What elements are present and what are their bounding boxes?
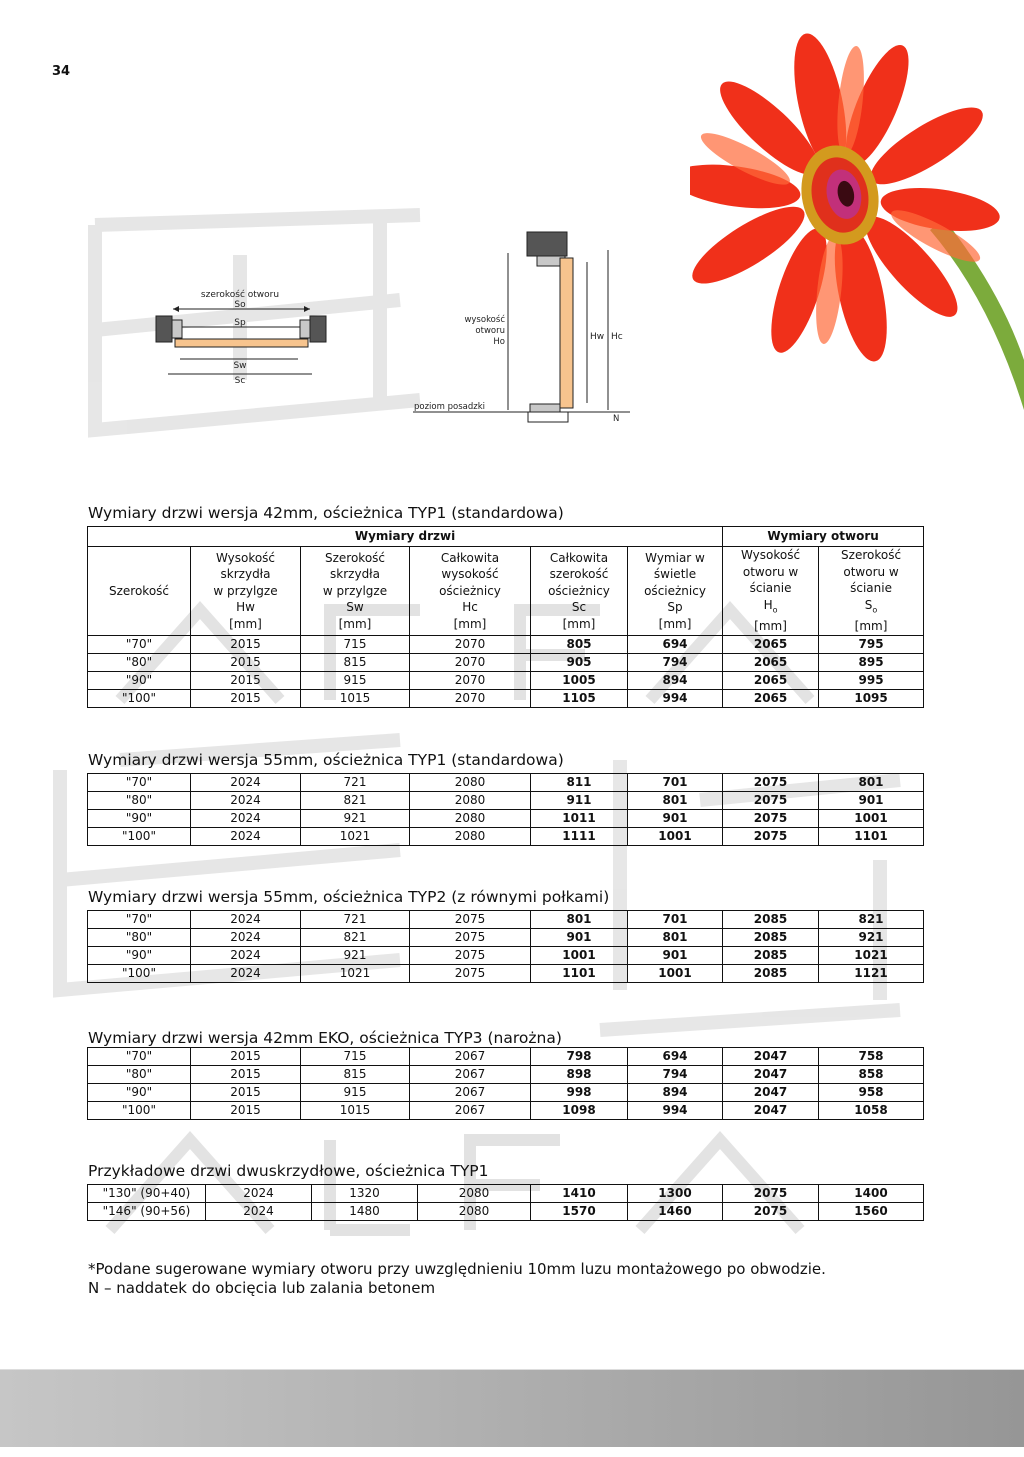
label-height-1: wysokość <box>464 315 505 325</box>
table-row <box>88 828 924 846</box>
table-row <box>88 965 924 983</box>
value-cell: 1058 <box>819 1102 924 1120</box>
section-title-55mm-typ2: Wymiary drzwi wersja 55mm, ościeżnica TYP2 (z równymi połkami) <box>88 888 610 906</box>
value-cell: 901 <box>628 947 723 965</box>
value-cell: 2070 <box>410 671 531 689</box>
size-cell: "100" <box>88 1102 191 1120</box>
value-cell: 821 <box>301 792 410 810</box>
column-header-hc: Całkowita wysokość ościeżnicy Hc [mm] <box>410 547 531 636</box>
gerbera-flower-image <box>690 30 1024 410</box>
table-row <box>88 1084 924 1102</box>
value-cell: 2047 <box>723 1066 819 1084</box>
value-cell: 2024 <box>206 1203 312 1221</box>
value-cell: 794 <box>628 653 723 671</box>
value-cell: 1095 <box>819 689 924 707</box>
value-cell: 901 <box>628 810 723 828</box>
value-cell: 1105 <box>531 689 628 707</box>
value-cell: 1011 <box>531 810 628 828</box>
value-cell: 2070 <box>410 653 531 671</box>
table-row <box>88 792 924 810</box>
value-cell: 2015 <box>191 635 301 653</box>
value-cell: 894 <box>628 1084 723 1102</box>
value-cell: 2075 <box>410 929 531 947</box>
label-hw: Hw <box>590 332 605 342</box>
value-cell: 721 <box>301 911 410 929</box>
value-cell: 2024 <box>191 911 301 929</box>
value-cell: 911 <box>531 792 628 810</box>
table-row <box>88 635 924 653</box>
value-cell: 1300 <box>628 1185 723 1203</box>
value-cell: 994 <box>628 1102 723 1120</box>
value-cell: 2080 <box>418 1185 531 1203</box>
label-opening-width: szerokość otworu <box>200 290 280 300</box>
value-cell: 2024 <box>191 947 301 965</box>
dimensions-table-double-doors <box>87 1184 924 1221</box>
table-row <box>88 1066 924 1084</box>
size-cell: "70" <box>88 1048 191 1066</box>
value-cell: 795 <box>819 635 924 653</box>
value-cell: 2067 <box>410 1102 531 1120</box>
column-header-sp: Wymiar w świetle ościeżnicy Sp [mm] <box>628 547 723 636</box>
footnote-n-allowance: N – naddatek do obcięcia lub zalania betonem <box>88 1279 436 1297</box>
page-number: 34 <box>52 64 71 79</box>
table-row <box>88 911 924 929</box>
table-row <box>88 1185 924 1203</box>
value-cell: 2024 <box>206 1185 312 1203</box>
value-cell: 1015 <box>301 689 410 707</box>
value-cell: 801 <box>628 792 723 810</box>
value-cell: 2075 <box>723 774 819 792</box>
value-cell: 1001 <box>628 965 723 983</box>
value-cell: 811 <box>531 774 628 792</box>
column-header-hw: Wysokość skrzydła w przylgze Hw [mm] <box>191 547 301 636</box>
value-cell: 958 <box>819 1084 924 1102</box>
section-title-55mm-typ1: Wymiary drzwi wersja 55mm, ościeżnica TYP1 (standardowa) <box>88 751 564 769</box>
value-cell: 894 <box>628 671 723 689</box>
column-header-sc: Całkowita szerokość ościeżnicy Sc [mm] <box>531 547 628 636</box>
value-cell: 2075 <box>410 947 531 965</box>
table-row <box>88 671 924 689</box>
value-cell: 921 <box>301 947 410 965</box>
value-cell: 2085 <box>723 929 819 947</box>
size-cell: "90" <box>88 1084 191 1102</box>
value-cell: 2015 <box>191 653 301 671</box>
section-view <box>413 232 630 424</box>
value-cell: 1101 <box>531 965 628 983</box>
value-cell: 801 <box>819 774 924 792</box>
value-cell: 921 <box>301 810 410 828</box>
size-cell: "100" <box>88 965 191 983</box>
column-header-row <box>88 547 924 636</box>
label-sw: Sw <box>233 361 247 371</box>
value-cell: 1001 <box>819 810 924 828</box>
value-cell: 2065 <box>723 635 819 653</box>
value-cell: 2080 <box>410 810 531 828</box>
size-cell: "70" <box>88 774 191 792</box>
value-cell: 815 <box>301 1066 410 1084</box>
value-cell: 1021 <box>819 947 924 965</box>
table-row <box>88 653 924 671</box>
value-cell: 2075 <box>410 965 531 983</box>
value-cell: 921 <box>819 929 924 947</box>
value-cell: 2075 <box>723 810 819 828</box>
value-cell: 758 <box>819 1048 924 1066</box>
value-cell: 858 <box>819 1066 924 1084</box>
value-cell: 2015 <box>191 1102 301 1120</box>
value-cell: 1480 <box>312 1203 418 1221</box>
value-cell: 2080 <box>410 792 531 810</box>
value-cell: 2070 <box>410 689 531 707</box>
size-cell: "80" <box>88 929 191 947</box>
value-cell: 2065 <box>723 689 819 707</box>
value-cell: 1410 <box>531 1185 628 1203</box>
value-cell: 915 <box>301 1084 410 1102</box>
plan-view <box>156 289 326 386</box>
value-cell: 1021 <box>301 828 410 846</box>
value-cell: 821 <box>819 911 924 929</box>
value-cell: 2085 <box>723 911 819 929</box>
label-so: So <box>234 300 246 310</box>
footnotes <box>88 1260 826 1298</box>
value-cell: 801 <box>531 911 628 929</box>
value-cell: 2024 <box>191 828 301 846</box>
column-header-sw: Szerokość skrzydła w przylgze Sw [mm] <box>301 547 410 636</box>
size-cell: "100" <box>88 689 191 707</box>
table-row <box>88 774 924 792</box>
size-cell: "90" <box>88 947 191 965</box>
value-cell: 2067 <box>410 1084 531 1102</box>
value-cell: 2085 <box>723 947 819 965</box>
value-cell: 1570 <box>531 1203 628 1221</box>
value-cell: 715 <box>301 635 410 653</box>
column-header-so: Szerokość otworu w ścianie $S_o$ [mm] <box>819 547 924 636</box>
value-cell: 1098 <box>531 1102 628 1120</box>
size-cell: "70" <box>88 635 191 653</box>
value-cell: 794 <box>628 1066 723 1084</box>
value-cell: 895 <box>819 653 924 671</box>
value-cell: 815 <box>301 653 410 671</box>
value-cell: 1121 <box>819 965 924 983</box>
value-cell: 821 <box>301 929 410 947</box>
size-cell: "130" (90+40) <box>88 1185 206 1203</box>
value-cell: 1001 <box>531 947 628 965</box>
value-cell: 901 <box>531 929 628 947</box>
size-cell: "90" <box>88 671 191 689</box>
value-cell: 1021 <box>301 965 410 983</box>
value-cell: 2024 <box>191 965 301 983</box>
value-cell: 1460 <box>628 1203 723 1221</box>
door-frame-diagram <box>150 225 650 435</box>
dimensions-table-42mm-typ1 <box>87 526 924 708</box>
value-cell: 2080 <box>418 1203 531 1221</box>
value-cell: 2024 <box>191 810 301 828</box>
value-cell: 1400 <box>819 1185 924 1203</box>
size-cell: "100" <box>88 828 191 846</box>
value-cell: 1560 <box>819 1203 924 1221</box>
value-cell: 701 <box>628 911 723 929</box>
size-cell: "146" (90+56) <box>88 1203 206 1221</box>
value-cell: 2065 <box>723 671 819 689</box>
value-cell: 2024 <box>191 929 301 947</box>
value-cell: 2047 <box>723 1048 819 1066</box>
value-cell: 898 <box>531 1066 628 1084</box>
value-cell: 995 <box>819 671 924 689</box>
size-cell: "80" <box>88 792 191 810</box>
label-floor-level: poziom posadzki <box>414 402 485 412</box>
value-cell: 2015 <box>191 1084 301 1102</box>
label-sp: Sp <box>234 318 246 328</box>
value-cell: 1015 <box>301 1102 410 1120</box>
value-cell: 2075 <box>410 911 531 929</box>
table-row <box>88 1203 924 1221</box>
value-cell: 2047 <box>723 1102 819 1120</box>
value-cell: 2015 <box>191 689 301 707</box>
value-cell: 2080 <box>410 828 531 846</box>
value-cell: 2075 <box>723 1203 819 1221</box>
value-cell: 2015 <box>191 1066 301 1084</box>
value-cell: 2070 <box>410 635 531 653</box>
value-cell: 2067 <box>410 1066 531 1084</box>
size-cell: "90" <box>88 810 191 828</box>
value-cell: 701 <box>628 774 723 792</box>
value-cell: 2080 <box>410 774 531 792</box>
size-cell: "70" <box>88 911 191 929</box>
value-cell: 994 <box>628 689 723 707</box>
section-title-42mm-eko-typ3: Wymiary drzwi wersja 42mm EKO, ościeżnica TYP3 (narożna) <box>88 1029 562 1047</box>
value-cell: 1001 <box>628 828 723 846</box>
value-cell: 2015 <box>191 671 301 689</box>
value-cell: 798 <box>531 1048 628 1066</box>
table-row <box>88 689 924 707</box>
value-cell: 2065 <box>723 653 819 671</box>
value-cell: 1005 <box>531 671 628 689</box>
table-row <box>88 810 924 828</box>
value-cell: 905 <box>531 653 628 671</box>
group-header-door: Wymiary drzwi <box>88 527 723 547</box>
dimensions-table-55mm-typ2 <box>87 910 924 983</box>
group-header-opening: Wymiary otworu <box>723 527 924 547</box>
value-cell: 2024 <box>191 792 301 810</box>
value-cell: 694 <box>628 635 723 653</box>
value-cell: 2067 <box>410 1048 531 1066</box>
table-row <box>88 929 924 947</box>
value-cell: 1320 <box>312 1185 418 1203</box>
table-row <box>88 1102 924 1120</box>
column-header-width: Szerokość <box>88 547 191 636</box>
value-cell: 2015 <box>191 1048 301 1066</box>
value-cell: 1111 <box>531 828 628 846</box>
section-title-double-doors: Przykładowe drzwi dwuskrzydłowe, ościeżnica TYP1 <box>88 1162 489 1180</box>
value-cell: 998 <box>531 1084 628 1102</box>
size-cell: "80" <box>88 653 191 671</box>
size-cell: "80" <box>88 1066 191 1084</box>
value-cell: 694 <box>628 1048 723 1066</box>
footer-bar <box>0 1369 1024 1447</box>
value-cell: 1101 <box>819 828 924 846</box>
value-cell: 901 <box>819 792 924 810</box>
value-cell: 801 <box>628 929 723 947</box>
label-height-2: otworu <box>475 326 505 336</box>
value-cell: 2085 <box>723 965 819 983</box>
value-cell: 2024 <box>191 774 301 792</box>
dimensions-table-55mm-typ1 <box>87 773 924 846</box>
table-row <box>88 947 924 965</box>
label-hc: Hc <box>611 332 623 342</box>
table-row <box>88 1048 924 1066</box>
footnote-opening-clearance: *Podane sugerowane wymiary otworu przy uwzględnieniu 10mm luzu montażowego po obwodzie. <box>88 1260 826 1278</box>
value-cell: 715 <box>301 1048 410 1066</box>
label-n: N <box>613 414 620 424</box>
value-cell: 805 <box>531 635 628 653</box>
section-title-42mm-typ1: Wymiary drzwi wersja 42mm, ościeżnica TYP1 (standardowa) <box>88 504 564 522</box>
column-header-ho: Wysokość otworu w ścianie $H_o$ [mm] <box>723 547 819 636</box>
value-cell: 721 <box>301 774 410 792</box>
dimensions-table-42mm-eko-typ3 <box>87 1047 924 1120</box>
value-cell: 2047 <box>723 1084 819 1102</box>
value-cell: 2075 <box>723 828 819 846</box>
value-cell: 2075 <box>723 1185 819 1203</box>
value-cell: 2075 <box>723 792 819 810</box>
label-sc: Sc <box>234 376 246 386</box>
label-ho: Ho <box>493 337 505 347</box>
value-cell: 915 <box>301 671 410 689</box>
